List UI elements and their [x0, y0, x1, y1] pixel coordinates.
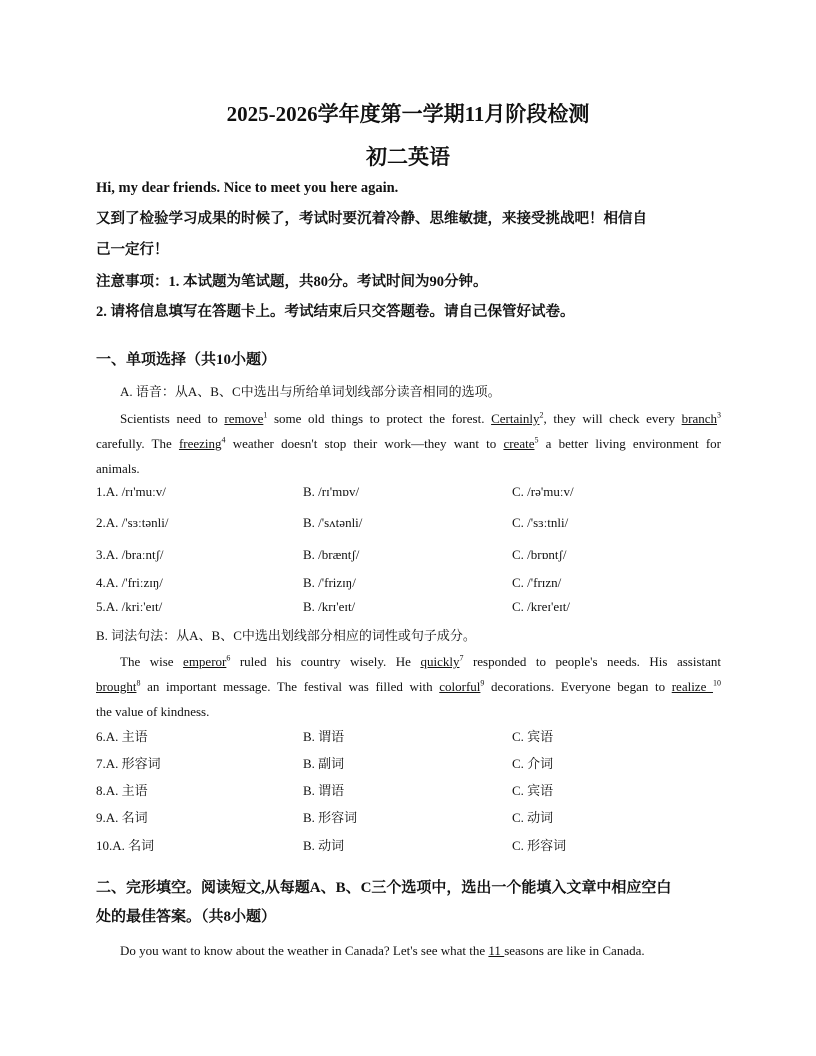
- underlined-word: create: [503, 436, 535, 451]
- exam-subject: 初二英语: [366, 145, 450, 169]
- option-c[interactable]: C. 形容词: [512, 838, 567, 853]
- underlined-word: branch: [681, 411, 717, 426]
- option-c[interactable]: C. 宾语: [512, 729, 554, 744]
- option-b[interactable]: B. 副词: [303, 756, 345, 771]
- cloze-passage-start: Do you want to know about the weather in Canada? Let's see what the 11 seasons are like in Canada.: [120, 943, 645, 958]
- passage-line: Scientists need to remove$^1$ some old things to protect the forest. Certainly$^2$, they will check every branch$^3$: [120, 410, 721, 426]
- option-c[interactable]: C. /'sɜːtnli/: [512, 515, 569, 530]
- option-b[interactable]: B. 谓语: [303, 783, 345, 798]
- underlined-word: realize: [671, 679, 713, 694]
- option-b[interactable]: B. /rɪ'mɒv/: [303, 484, 360, 499]
- option-a[interactable]: 6.A. 主语: [96, 729, 148, 744]
- underlined-word: freezing: [178, 436, 222, 451]
- option-c[interactable]: C. /kreɪ'eɪt/: [512, 599, 570, 614]
- underlined-word: emperor: [183, 654, 227, 669]
- option-c[interactable]: C. 动词: [512, 810, 554, 825]
- encouragement-line-cont: 己一定行！: [96, 242, 169, 258]
- underlined-word: brought: [96, 679, 137, 694]
- exam-title: 2025-2026学年度第一学期11月阶段检测: [226, 102, 590, 126]
- option-b[interactable]: B. /krɪ'eɪt/: [303, 599, 356, 614]
- blank-11[interactable]: 11: [488, 943, 505, 958]
- section-1-heading: 一、单项选择（共10小题）: [96, 352, 277, 368]
- part-b-passage: [96, 649, 721, 724]
- underlined-word: Certainly: [491, 411, 540, 426]
- part-b-instruction: B. 词法句法：从A、B、C中选出划线部分相应的词性或句子成分。: [96, 628, 476, 643]
- exam-note-2: 2. 请将信息填写在答题卡上。考试结束后只交答题卷。请自己保管好试卷。: [96, 304, 575, 320]
- section-2-heading: 二、完形填空。阅读短文,从每题A、B、C三个选项中，选出一个能填入文章中相应空白 处的最佳答案。（共8小题）: [96, 880, 672, 925]
- option-b[interactable]: B. 动词: [303, 838, 345, 853]
- underlined-word: remove: [224, 411, 264, 426]
- option-a[interactable]: 10.A. 名词: [96, 838, 155, 853]
- option-a[interactable]: 9.A. 名词: [96, 810, 148, 825]
- option-c[interactable]: C. /rə'muːv/: [512, 484, 574, 499]
- option-a[interactable]: 1.A. /rɪ'muːv/: [96, 484, 166, 499]
- option-a[interactable]: 7.A. 形容词: [96, 756, 161, 771]
- passage-line: animals.: [96, 461, 140, 476]
- option-b[interactable]: B. 谓语: [303, 729, 345, 744]
- passage-line: carefully. The freezing$^4$ weather doesn't stop their work—they want to create$^5$ a better living environment for: [96, 435, 721, 451]
- underlined-word: quickly: [420, 654, 460, 669]
- passage-line: the value of kindness.: [96, 704, 210, 719]
- option-a[interactable]: 8.A. 主语: [96, 783, 148, 798]
- option-b[interactable]: B. 形容词: [303, 810, 358, 825]
- option-c[interactable]: C. 宾语: [512, 783, 554, 798]
- exam-note-1: 注意事项：1. 本试题为笔试题，共80分。考试时间为90分钟。: [96, 274, 488, 290]
- passage-line: brought$^8$ an important message. The festival was filled with colorful$^9$ decorations. Everyone began to realize $^{10}$: [96, 678, 721, 694]
- option-c[interactable]: C. 介词: [512, 756, 554, 771]
- greeting-line: Hi, my dear friends. Nice to meet you here again.: [96, 180, 399, 196]
- option-c[interactable]: C. /brɒntʃ/: [512, 547, 567, 562]
- encouragement-line: 又到了检验学习成果的时候了，考试时要沉着冷静、思维敏捷，来接受挑战吧！相信自: [96, 211, 647, 227]
- option-a[interactable]: 5.A. /kriː'eɪt/: [96, 599, 163, 614]
- option-c[interactable]: C. /'frɪzn/: [512, 575, 562, 590]
- option-b[interactable]: B. /'frizɪŋ/: [303, 575, 356, 590]
- option-a[interactable]: 3.A. /braːntʃ/: [96, 547, 164, 562]
- underlined-word: colorful: [439, 679, 481, 694]
- option-a[interactable]: 2.A. /'sɜːtənli/: [96, 515, 169, 530]
- option-a[interactable]: 4.A. /'friːzɪŋ/: [96, 575, 163, 590]
- option-b[interactable]: B. /'sʌtənli/: [303, 515, 363, 530]
- option-b[interactable]: B. /bræntʃ/: [303, 547, 360, 562]
- passage-line: The wise emperor$^6$ ruled his country wisely. He quickly$^7$ responded to people's needs. His assistant: [120, 653, 721, 669]
- part-a-instruction: A. 语音：从A、B、C中选出与所给单词划线部分读音相同的选项。: [120, 384, 501, 399]
- part-a-passage: [96, 406, 721, 481]
